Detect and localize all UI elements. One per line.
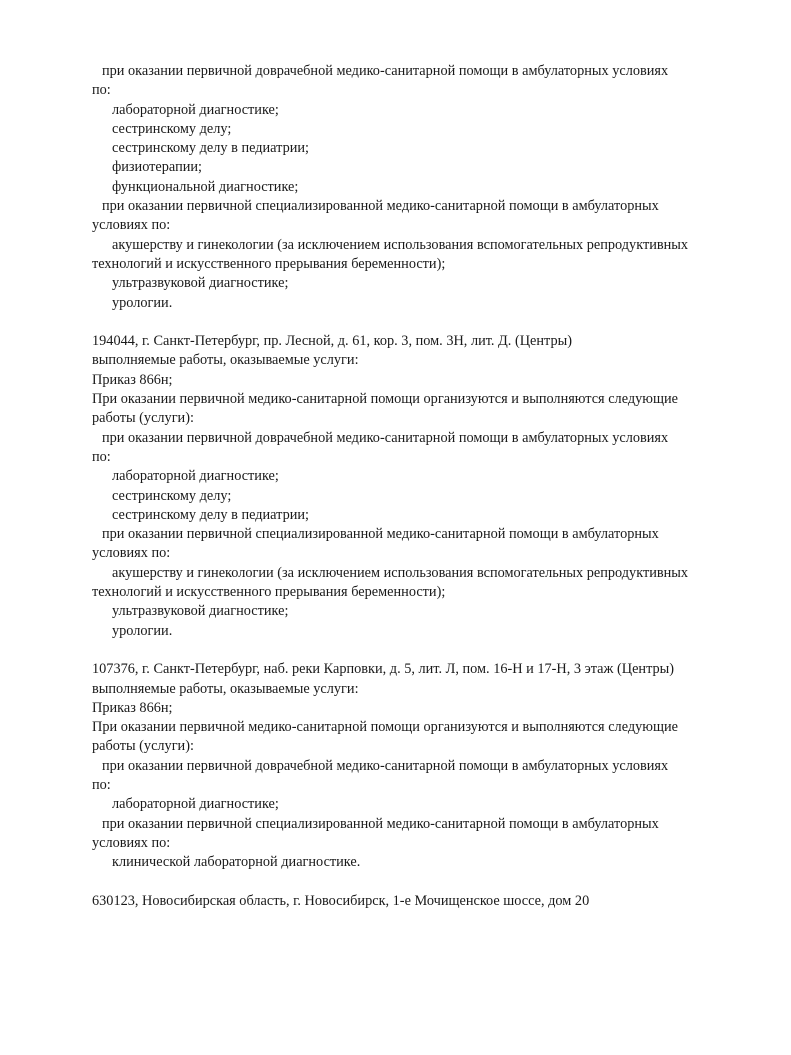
document-line: по: [92,82,111,99]
document-line: 630123, Новосибирская область, г. Новосибирск, 1-е Мочищенское шоссе, дом 20 [92,892,590,909]
block-address-194044 [92,332,731,641]
document-line: лабораторной диагностике; [112,796,279,813]
document-line: технологий и искусственного прерывания беременности); [92,255,446,272]
document-line: условиях по: [92,545,171,562]
document-line: сестринскому делу в педиатрии; [112,140,310,157]
document-line: технологий и искусственного прерывания беременности); [92,584,446,601]
document-line: При оказании первичной медико-санитарной помощи организуются и выполняются следующие [92,719,678,736]
document-line: урологии. [112,622,173,639]
document-line: лабораторной диагностике; [112,468,279,485]
document-line: сестринскому делу; [112,120,232,137]
document-line: ультразвуковой диагностике; [112,603,289,620]
block-intro-services [92,62,731,313]
document-line: функциональной диагностике; [112,178,299,195]
document-body [92,62,731,911]
document-line: при оказании первичной специализированной медико-санитарной помощи в амбулаторных [102,198,659,215]
document-line: акушерству и гинекологии (за исключением использования вспомогательных репродуктивных [112,236,689,253]
document-line: физиотерапии; [112,159,202,176]
document-line: работы (услуги): [92,410,194,427]
document-line: работы (услуги): [92,738,194,755]
document-line: при оказании первичной специализированной медико-санитарной помощи в амбулаторных [102,526,659,543]
block-address-107376 [92,660,731,872]
block-address-630123 [92,892,731,911]
document-line: выполняемые работы, оказываемые услуги: [92,680,359,697]
document-line: ультразвуковой диагностике; [112,275,289,292]
document-line: при оказании первичной специализированной медико-санитарной помощи в амбулаторных [102,815,659,832]
document-line: сестринскому делу в педиатрии; [112,506,310,523]
document-line: при оказании первичной доврачебной медико-санитарной помощи в амбулаторных условиях [102,429,669,446]
document-line: сестринскому делу; [112,487,232,504]
document-line: условиях по: [92,834,171,851]
document-line: по: [92,448,111,465]
document-line: Приказ 866н; [92,371,173,388]
document-line: по: [92,776,111,793]
paragraph-spacer [92,313,731,332]
document-line: урологии. [112,294,173,311]
document-line: 107376, г. Санкт-Петербург, наб. реки Карповки, д. 5, лит. Л, пом. 16-Н и 17-Н, 3 этаж (Центры) [92,661,675,678]
document-line: При оказании первичной медико-санитарной помощи организуются и выполняются следующие [92,391,678,408]
document-line: клинической лабораторной диагностике. [112,854,361,871]
paragraph-spacer [92,641,731,660]
paragraph-spacer [92,872,731,891]
document-line: условиях по: [92,217,171,234]
document-line: Приказ 866н; [92,699,173,716]
document-line: акушерству и гинекологии (за исключением использования вспомогательных репродуктивных [112,564,689,581]
document-line: выполняемые работы, оказываемые услуги: [92,352,359,369]
document-line: лабораторной диагностике; [112,101,279,118]
document-line: при оказании первичной доврачебной медико-санитарной помощи в амбулаторных условиях [102,63,669,79]
document-line: 194044, г. Санкт-Петербург, пр. Лесной, д. 61, кор. 3, пом. 3Н, лит. Д. (Центры) [92,333,572,350]
document-line: при оказании первичной доврачебной медико-санитарной помощи в амбулаторных условиях [102,757,669,774]
